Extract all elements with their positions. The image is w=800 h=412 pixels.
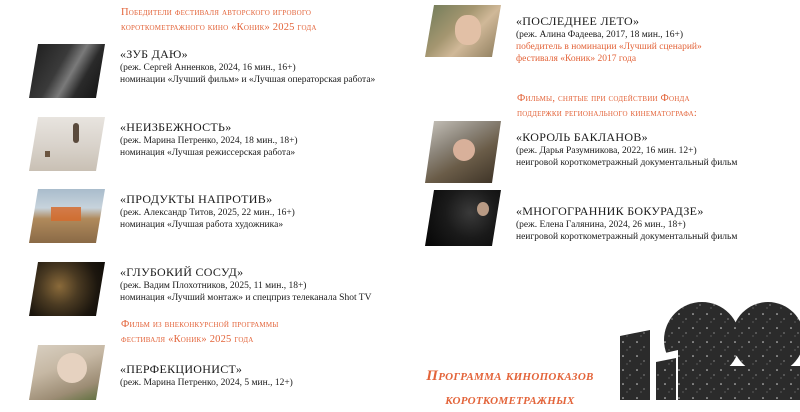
film-thumbnail bbox=[425, 5, 501, 57]
program-title bbox=[384, 364, 636, 412]
film-thumbnail bbox=[29, 262, 105, 316]
film-meta: (реж. Марина Петренко, 2024, 5 мин., 12+) bbox=[120, 378, 293, 388]
film-meta: (реж. Вадим Плохотников, 2025, 11 мин., 18+) bbox=[120, 281, 307, 291]
film-card[interactable] bbox=[29, 44, 409, 108]
film-description: неигровой короткометражный документальный фильм bbox=[516, 232, 738, 242]
film-card[interactable] bbox=[29, 117, 409, 181]
film-card[interactable] bbox=[29, 189, 409, 253]
film-award: фестиваля «Коник» 2017 года bbox=[516, 54, 637, 64]
section-heading-line: Фильм из внеконкурсной программы bbox=[121, 319, 279, 330]
film-meta: (реж. Елена Галянина, 2024, 26 мин., 18+) bbox=[516, 220, 686, 230]
section-heading-fund bbox=[517, 91, 697, 121]
film-meta: (реж. Александр Титов, 2025, 22 мин., 16+) bbox=[120, 208, 295, 218]
film-title: «КОРОЛЬ БАКЛАНОВ» bbox=[516, 130, 648, 144]
film-nominations: номинация «Лучший монтаж» и спецприз телеканала Shot TV bbox=[120, 293, 372, 303]
section-heading-line: фестиваля «Коник» 2025 года bbox=[121, 334, 254, 345]
film-nominations: номинации «Лучший фильм» и «Лучшая операторская работа» bbox=[120, 75, 376, 85]
film-award: победитель в номинации «Лучший сценарий» bbox=[516, 42, 702, 52]
film-meta: (реж. Марина Петренко, 2024, 18 мин., 18+) bbox=[120, 136, 298, 146]
film-card[interactable] bbox=[29, 345, 409, 409]
film-thumbnail bbox=[425, 190, 501, 246]
section-heading-winners bbox=[121, 5, 317, 35]
program-title-line: короткометражных bbox=[445, 392, 575, 408]
film-title: «ПРОДУКТЫ НАПРОТИВ» bbox=[120, 192, 273, 206]
film-nominations: номинация «Лучшая работа художника» bbox=[120, 220, 284, 230]
film-title: «МНОГОГРАННИК БОКУРАДЗЕ» bbox=[516, 204, 704, 218]
film-meta: (реж. Дарья Разумникова, 2022, 16 мин. 12+) bbox=[516, 146, 697, 156]
film-nominations: номинация «Лучшая режиссерская работа» bbox=[120, 148, 296, 158]
film-thumbnail bbox=[29, 117, 105, 171]
section-heading-line: Победители фестиваля авторского игрового bbox=[121, 7, 312, 18]
film-thumbnail bbox=[29, 345, 105, 400]
film-description: неигровой короткометражный документальный фильм bbox=[516, 158, 738, 168]
film-title: «ГЛУБОКИЙ СОСУД» bbox=[120, 265, 244, 279]
film-thumbnail bbox=[29, 44, 105, 98]
film-card[interactable] bbox=[425, 121, 795, 185]
film-meta: (реж. Алина Фадеева, 2017, 18 мин., 16+) bbox=[516, 30, 684, 40]
section-heading-line: Фильмы, снятые при содействии Фонда bbox=[517, 93, 690, 104]
program-title-line: Программа кинопоказов bbox=[426, 368, 594, 384]
film-card[interactable] bbox=[425, 5, 795, 69]
film-title: «ПЕРФЕКЦИОНИСТ» bbox=[120, 362, 243, 376]
film-camera-icon bbox=[620, 296, 800, 400]
film-title: «НЕИЗБЕЖНОСТЬ» bbox=[120, 120, 232, 134]
film-thumbnail bbox=[425, 121, 501, 183]
section-heading-out-of-competition bbox=[121, 317, 279, 347]
section-heading-line: поддержки регионального кинематографа: bbox=[517, 108, 698, 119]
film-meta: (реж. Сергей Анненков, 2024, 16 мин., 16+) bbox=[120, 63, 296, 73]
film-thumbnail bbox=[29, 189, 105, 243]
section-heading-line: короткометражного кино «Коник» 2025 года bbox=[121, 22, 317, 33]
film-title: «ЗУБ ДАЮ» bbox=[120, 47, 188, 61]
film-card[interactable] bbox=[425, 190, 795, 254]
film-title: «ПОСЛЕДНЕЕ ЛЕТО» bbox=[516, 14, 640, 28]
